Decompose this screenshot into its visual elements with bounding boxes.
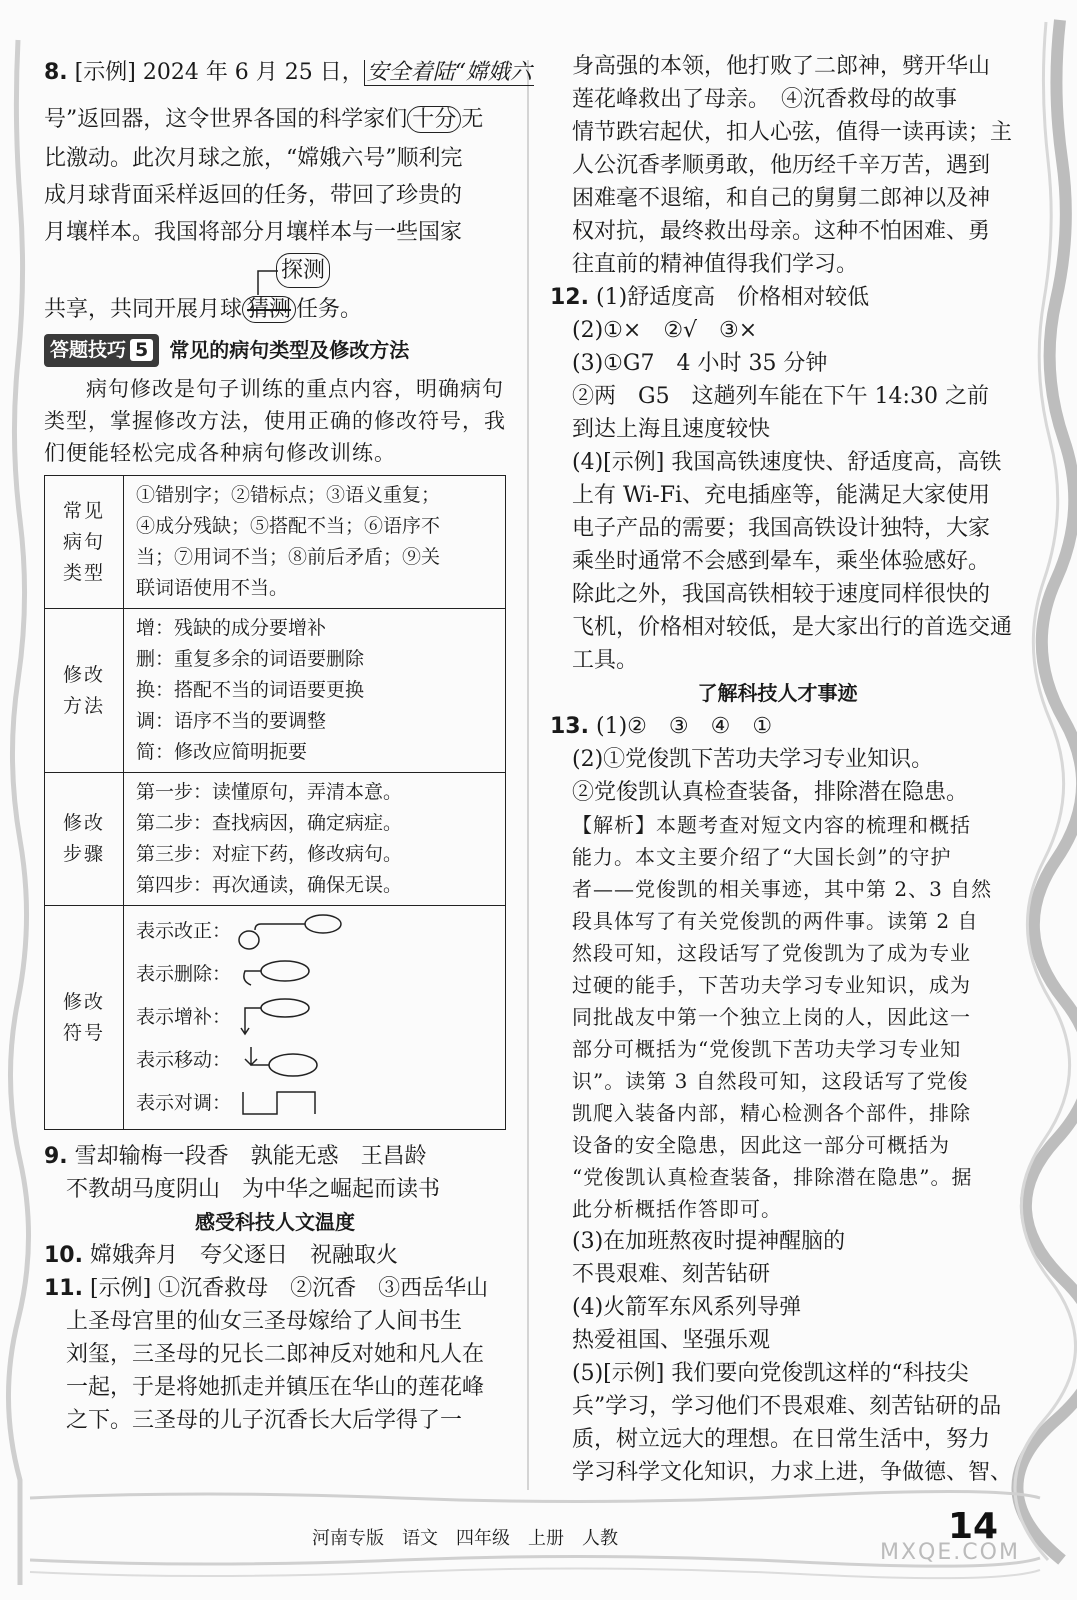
answer-text: 上有 Wi-Fi、充电插座等，能满足大家使用 <box>572 483 990 508</box>
question-number: 10. <box>44 1243 83 1268</box>
answer-text: 刘玺，三圣母的兄长二郎神反对她和凡人在 <box>66 1342 485 1367</box>
analysis-line: 部分可概括为“党俊凯下苦功夫学习专业知 <box>572 1037 962 1061</box>
table-cell-line: 第二步：查找病因，确定病症。 <box>136 812 403 834</box>
answer-text: (1)舒适度高 价格相对较低 <box>595 285 870 310</box>
answer-text: 工具。 <box>572 648 639 673</box>
table-row <box>45 476 506 609</box>
answer-text: 质，树立远大的理想。在日常生活中，努力 <box>572 1427 991 1452</box>
question-number: 8. <box>44 60 68 85</box>
answer-text: 兵”学习，学习他们不畏艰难、刻苦钻研的品 <box>572 1394 1002 1419</box>
row-category: 修改符号 <box>45 906 124 1130</box>
correct-mark-icon <box>237 912 347 952</box>
table-cell-line: 第四步：再次通读，确保无误。 <box>136 874 403 896</box>
analysis-line: 设备的安全隐患，因此这一部分可概括为 <box>572 1133 950 1157</box>
answer-text: (4)[示例] 我国高铁速度快、舒适度高，高铁 <box>572 450 1002 475</box>
symbol-row-insert: 表示增补： <box>136 996 493 1039</box>
answer-text: 成月球背面采样返回的任务，带回了珍贵的 <box>44 183 463 208</box>
answer-text: 热爱祖国、坚强乐观 <box>572 1328 771 1353</box>
answer-text: ②两 G5 这趟列车能在下午 14:30 之前 <box>572 384 989 409</box>
answer-text: 困难毫不退缩，和自己的舅舅二郎神以及神 <box>572 186 991 211</box>
answer-text: 雪却输梅一段香 孰能无惑 王昌龄 <box>74 1144 427 1169</box>
table-cell-line: 当；⑦用词不当；⑧前后矛盾；⑨关 <box>136 546 441 568</box>
answer-text: (5)[示例] 我们要向党俊凯这样的“科技尖 <box>572 1361 969 1386</box>
answer-text: 之下。三圣母的儿子沉香长大后学得了一 <box>66 1408 463 1433</box>
tip-title: 常见的病句类型及修改方法 <box>169 338 410 362</box>
watermark: MXQE.COM <box>880 1540 1020 1565</box>
table-row <box>45 773 506 906</box>
section-heading: 了解科技人才事迹 <box>697 681 858 705</box>
table-cell-line: 第一步：读懂原句，弄清本意。 <box>136 781 403 803</box>
symbol-row-swap: 表示对调： <box>136 1082 493 1125</box>
answer-text: ②党俊凯认真检查装备，排除潜在隐患。 <box>572 780 969 805</box>
answer-text: 号”返回器，这令世界各国的科学家们 <box>44 107 408 132</box>
question-13 <box>550 710 1013 1489</box>
circled-word: 十分 <box>407 106 461 133</box>
table-row <box>45 906 506 1130</box>
question-11-continued <box>550 50 1013 281</box>
page-footer: 河南专版 语文 四年级 上册 人教 <box>312 1528 618 1549</box>
answer-text: 学习科学文化知识，力求上进，争做德、智、 <box>572 1460 1013 1485</box>
symbol-row-move: 表示移动： <box>136 1039 493 1082</box>
answer-text: 嫦娥奔月 夸父逐日 祝融取火 <box>89 1243 398 1268</box>
table-cell-line: 删：重复多余的词语要删除 <box>136 648 365 670</box>
answer-text: 不畏艰难、刻苦钻研 <box>572 1262 771 1287</box>
answer-text: (3)①G7 4 小时 35 分钟 <box>572 351 828 376</box>
insertion-mark <box>44 249 506 293</box>
answer-text: 不教胡马度阴山 为中华之崛起而读书 <box>66 1177 441 1202</box>
page-number: 14 <box>948 1506 999 1547</box>
answer-text: [示例] ①沉香救母 ②沉香 ③西岳华山 <box>89 1276 489 1301</box>
answer-text: 莲花峰救出了母亲。 ④沉香救母的故事 <box>572 87 958 112</box>
answer-text: [示例] 2024 年 6 月 25 日， <box>74 60 364 85</box>
question-12 <box>550 281 1013 677</box>
row-category: 修改方法 <box>45 609 124 773</box>
table-cell-line: ④成分残缺；⑤搭配不当；⑥语序不 <box>136 515 441 537</box>
tip-header <box>44 334 506 367</box>
answer-text: (1)② ③ ④ ① <box>595 714 773 739</box>
answer-text: (2)①× ②√ ③× <box>572 318 758 343</box>
analysis-line: 【解析】本题考查对短文内容的梳理和概括 <box>572 813 971 837</box>
analysis-line: 同批战友中第一个独立上岗的人，因此这一 <box>572 1005 971 1029</box>
right-column <box>550 50 1013 1489</box>
swap-mark-icon <box>237 1084 347 1124</box>
handwritten-correction: 安全着陆“嫦娥六 <box>364 60 534 86</box>
answer-text: 上圣母宫里的仙女三圣母嫁给了人间书生 <box>66 1309 463 1334</box>
question-11 <box>44 1272 506 1437</box>
insert-mark-icon <box>237 998 347 1038</box>
analysis-line: 然段可知，这段话写了党俊凯为了成为专业 <box>572 941 971 965</box>
answer-text: (3)在加班熬夜时提神醒脑的 <box>572 1229 846 1254</box>
question-8 <box>44 56 533 326</box>
analysis-line: 凯爬入装备内部，精心检测各个部件，排除 <box>572 1101 971 1125</box>
answer-text: (2)①党俊凯下苦功夫学习专业知识。 <box>572 747 934 772</box>
question-number: 12. <box>550 285 589 310</box>
answer-text: 情节跌宕起伏，扣人心弦，值得一读再读；主 <box>572 120 1013 145</box>
answer-text: 乘坐时通常不会感到晕车，乘坐体验感好。 <box>572 549 991 574</box>
tip-number: 5 <box>130 339 153 361</box>
replaced-word: 猜测 <box>242 296 296 323</box>
answer-text: 月壤样本。我国将部分月壤样本与一些国家 <box>44 220 463 245</box>
analysis-block <box>550 809 1005 1225</box>
symbol-row-correct: 表示改正： <box>136 910 493 953</box>
table-cell-line: ①错别字；②错标点；③语义重复； <box>136 484 441 506</box>
analysis-line: 能力。本文主要介绍了“大国长剑”的守护 <box>572 845 952 869</box>
left-column <box>44 50 533 1437</box>
answer-text: 到达上海且速度较快 <box>572 417 771 442</box>
inserted-word: 探测 <box>276 253 330 288</box>
answer-text: 电子产品的需要；我国高铁设计独特，大家 <box>572 516 991 541</box>
row-category: 常见病句类型 <box>45 476 124 609</box>
answer-text: 除此之外，我国高铁相较于速度同样很快的 <box>572 582 991 607</box>
analysis-line: “党俊凯认真检查装备，排除潜在隐患”。据 <box>572 1165 973 1189</box>
insert-arrow-icon <box>250 267 280 297</box>
table-cell-line: 增：残缺的成分要增补 <box>136 617 327 639</box>
answer-text: 比激动。此次月球之旅，“嫦娥六号”顺利完 <box>44 146 463 171</box>
tip-intro: 病句修改是句子训练的重点内容，明确病句类型，掌握修改方法，使用正确的修改符号，我们便能轻松完成各种病句修改训练。 <box>44 377 506 465</box>
symbol-row-delete: 表示删除： <box>136 953 493 996</box>
analysis-line: 过硬的能手，下苦功夫学习专业知识，成为 <box>572 973 971 997</box>
section-heading: 感受科技人文温度 <box>195 1210 355 1234</box>
answer-text: 权对抗，最终救出母亲。这种不怕困难、勇 <box>572 219 991 244</box>
move-mark-icon <box>237 1041 347 1081</box>
tip-table <box>44 475 506 1130</box>
answer-text: 无 <box>461 107 484 132</box>
table-cell-line: 第三步：对症下药，修改病句。 <box>136 843 403 865</box>
question-number: 9. <box>44 1144 68 1169</box>
table-cell-line: 联词语使用不当。 <box>136 577 289 599</box>
answer-text: 一起，于是将她抓走并镇压在华山的莲花峰 <box>66 1375 485 1400</box>
table-row <box>45 609 506 773</box>
answer-text: 身高强的本领，他打败了二郎神，劈开华山 <box>572 54 991 79</box>
question-number: 11. <box>44 1276 83 1301</box>
analysis-line: 识”。读第 3 自然段可知，这段话写了党俊 <box>572 1069 969 1093</box>
analysis-line: 此分析概括作答即可。 <box>572 1197 782 1221</box>
answer-text: 任务。 <box>296 297 363 322</box>
analysis-line: 段具体写了有关党俊凯的两件事。读第 2 自 <box>572 909 979 933</box>
answer-text: 人公沉香孝顺勇敢，他历经千辛万苦，遇到 <box>572 153 991 178</box>
tip-tag: 答题技巧 5 <box>44 334 159 367</box>
answer-text: 共享，共同开展月球 <box>44 297 243 322</box>
table-cell-line: 调：语序不当的要调整 <box>136 710 327 732</box>
table-cell-line: 换：搭配不当的词语要更换 <box>136 679 365 701</box>
table-cell-line: 简：修改应简明扼要 <box>136 741 308 763</box>
question-number: 13. <box>550 714 589 739</box>
answer-text: (4)火箭军东风系列导弹 <box>572 1295 802 1320</box>
row-category: 修改步骤 <box>45 773 124 906</box>
analysis-line: 者——党俊凯的相关事迹，其中第 2、3 自然 <box>572 877 993 901</box>
delete-mark-icon <box>237 955 347 995</box>
answer-text: 飞机，价格相对较低，是大家出行的首选交通 <box>572 615 1013 640</box>
question-10 <box>44 1239 506 1272</box>
question-9 <box>44 1140 506 1206</box>
answer-text: 往直前的精神值得我们学习。 <box>572 252 859 277</box>
